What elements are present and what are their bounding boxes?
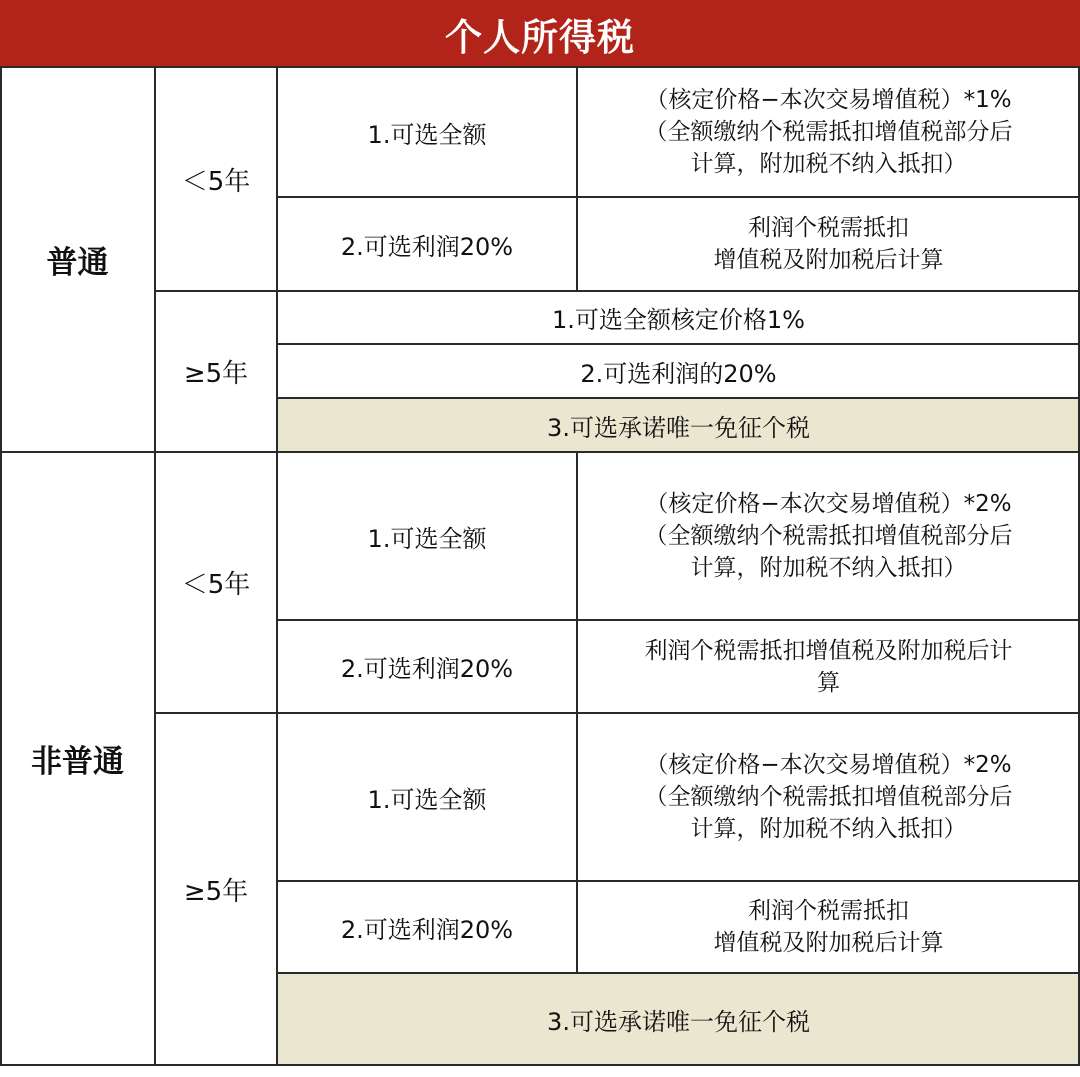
holding-period-cell: ≥5年 (183, 876, 249, 907)
option-profit-20: 2.可选利润20% (340, 915, 514, 944)
column-divider (276, 67, 278, 1065)
row-divider (277, 880, 1080, 882)
table-title: 个人所得税 (0, 0, 1080, 67)
column-divider (576, 67, 578, 291)
option-description: 利润个税需抵扣增值税及附加税后计 算 (644, 637, 1013, 696)
row-divider (0, 451, 1080, 453)
option-full-amount-1pct: 1.可选全额核定价格1% (552, 306, 805, 334)
category-cell-non-ordinary: 非普通 (31, 744, 124, 780)
row-divider (277, 343, 1080, 345)
row-divider (277, 196, 1080, 198)
option-profit-20: 2.可选利润20% (340, 232, 514, 261)
row-divider (277, 972, 1080, 974)
row-divider (0, 1064, 1080, 1066)
option-unique-exemption: 3.可选承诺唯一免征个税 (277, 398, 1080, 452)
option-description: （核定价格−本次交易增值税）*2% （全额缴纳个税需抵扣增值税部分后 计算，附加税不纳入抵扣） (644, 752, 1013, 842)
option-profit-20: 2.可选利润的20% (580, 359, 777, 388)
row-divider (0, 66, 1080, 68)
holding-period-cell: ＜5年 (181, 570, 251, 600)
option-description: 利润个税需抵扣 增值税及附加税后计算 (713, 898, 944, 956)
option-description: 利润个税需抵扣 增值税及附加税后计算 (713, 215, 944, 273)
category-cell-ordinary: 普通 (46, 245, 109, 281)
column-divider (0, 67, 2, 1065)
option-description: （核定价格−本次交易增值税）*2% （全额缴纳个税需抵扣增值税部分后 计算，附加税不纳入抵扣） (644, 491, 1013, 581)
row-divider (155, 712, 1080, 714)
holding-period-cell: ≥5年 (183, 359, 249, 389)
option-full-amount: 1.可选全额 (367, 524, 487, 553)
option-description: （核定价格−本次交易增值税）*1% （全额缴纳个税需抵扣增值税部分后 计算，附加税不纳入抵扣） (644, 87, 1013, 177)
holding-period-cell: ＜5年 (181, 166, 251, 197)
option-full-amount: 1.可选全额 (367, 785, 487, 814)
row-divider (155, 290, 1080, 292)
row-divider (277, 397, 1080, 399)
option-profit-20: 2.可选利润20% (340, 655, 514, 683)
column-divider (576, 452, 578, 973)
option-full-amount: 1.可选全额 (367, 120, 487, 149)
column-divider (154, 67, 156, 1065)
option-unique-exemption: 3.可选承诺唯一免征个税 (277, 973, 1080, 1065)
row-divider (277, 619, 1080, 621)
